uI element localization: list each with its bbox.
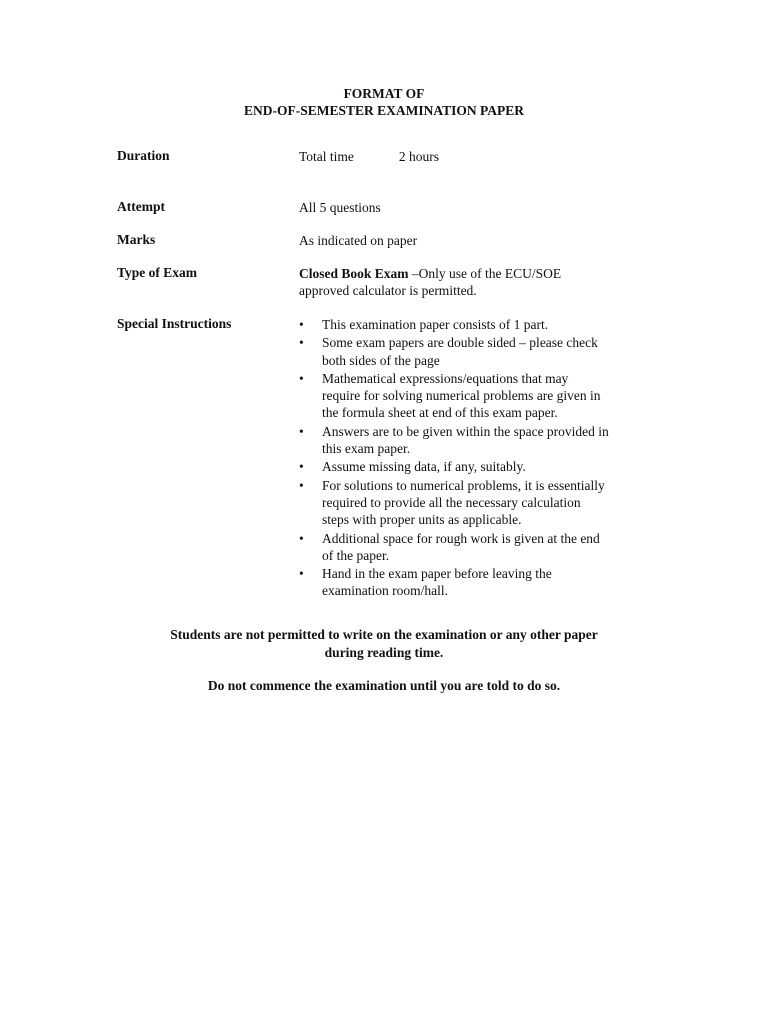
bullet-dot-icon: • bbox=[299, 370, 304, 386]
special-instructions-list bbox=[299, 316, 659, 601]
instruction-line: For solutions to numerical problems, it is essentially bbox=[322, 477, 605, 493]
instruction-item bbox=[299, 334, 659, 368]
bullet-dot-icon: • bbox=[299, 423, 304, 439]
duration-hours: 2 hours bbox=[398, 149, 440, 164]
heading-line-1: FORMAT OF bbox=[343, 86, 425, 101]
heading-line-2: END-OF-SEMESTER EXAMINATION PAPER bbox=[243, 103, 524, 118]
instruction-line: steps with proper units as applicable. bbox=[322, 512, 522, 528]
marks-value: As indicated on paper bbox=[299, 233, 418, 248]
bullet-dot-icon: • bbox=[299, 530, 304, 546]
instruction-line: the formula sheet at end of this exam paper. bbox=[322, 405, 558, 421]
attempt-value: All 5 questions bbox=[299, 200, 381, 215]
duration-total-time-label: Total time bbox=[299, 149, 354, 164]
reading-time-notice-line-2: during reading time. bbox=[324, 644, 444, 660]
instruction-item bbox=[299, 458, 659, 475]
instruction-line: Some exam papers are double sided – please check bbox=[322, 335, 598, 351]
closed-book-rest-1: –Only use of the ECU/SOE bbox=[408, 266, 562, 281]
bullet-dot-icon: • bbox=[299, 566, 304, 582]
instruction-line: Hand in the exam paper before leaving the bbox=[322, 566, 552, 582]
type-of-exam-value bbox=[299, 265, 561, 299]
instruction-line: Answers are to be given within the space provided in bbox=[322, 423, 609, 439]
instruction-item bbox=[299, 370, 659, 422]
bullet-dot-icon: • bbox=[299, 317, 304, 332]
bullet-dot-icon: • bbox=[299, 477, 304, 493]
reading-time-notice-line-1: Students are not permitted to write on the examination or any other paper bbox=[170, 627, 598, 642]
instruction-item bbox=[299, 316, 659, 333]
bullet-dot-icon: • bbox=[299, 335, 304, 351]
duration-value bbox=[299, 148, 439, 165]
marks-label: Marks bbox=[117, 232, 156, 247]
closed-book-label: Closed Book Exam bbox=[299, 266, 409, 281]
instruction-line: Additional space for rough work is given at the end bbox=[322, 530, 600, 546]
instruction-item bbox=[299, 565, 659, 599]
reading-time-notice bbox=[0, 626, 768, 661]
instruction-line: require for solving numerical problems are given in bbox=[322, 388, 601, 404]
closed-book-rest-2: approved calculator is permitted. bbox=[299, 283, 477, 298]
instruction-line: This examination paper consists of 1 part. bbox=[322, 317, 549, 332]
bullet-dot-icon: • bbox=[299, 459, 304, 475]
instruction-line: Assume missing data, if any, suitably. bbox=[322, 459, 526, 475]
instruction-line: Mathematical expressions/equations that may bbox=[322, 370, 569, 386]
instruction-item bbox=[299, 477, 659, 529]
attempt-label: Attempt bbox=[117, 199, 165, 214]
instruction-item bbox=[299, 530, 659, 564]
commence-notice: Do not commence the examination until you are told to do so. bbox=[207, 678, 561, 693]
special-instructions-label: Special Instructions bbox=[117, 316, 232, 331]
instruction-line: both sides of the page bbox=[322, 352, 440, 368]
duration-label: Duration bbox=[117, 148, 170, 163]
instruction-line: examination room/hall. bbox=[322, 583, 448, 599]
instruction-item bbox=[299, 423, 659, 457]
type-of-exam-label: Type of Exam bbox=[117, 265, 197, 280]
instruction-line: of the paper. bbox=[322, 547, 390, 563]
instruction-line: required to provide all the necessary calculation bbox=[322, 494, 581, 510]
instruction-line: this exam paper. bbox=[322, 440, 411, 456]
